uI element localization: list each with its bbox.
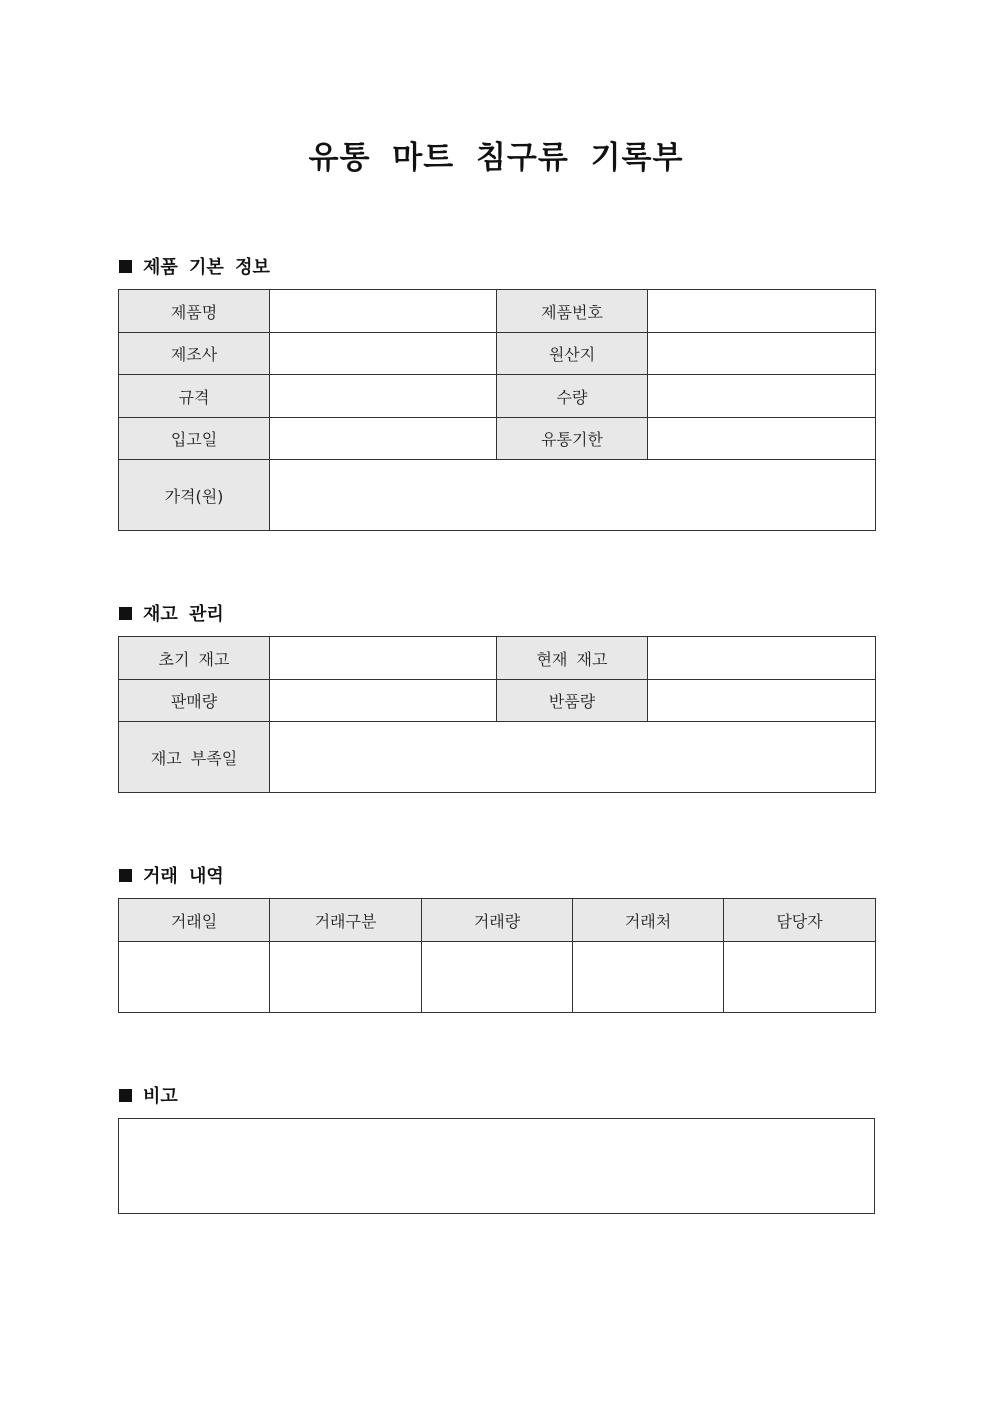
product-name-field[interactable] [270, 290, 497, 333]
table-row [119, 333, 876, 375]
column-header-manager: 담당자 [724, 899, 876, 942]
table-row [119, 680, 876, 722]
section-heading-inventory [119, 600, 224, 626]
quantity-field[interactable] [648, 375, 876, 418]
column-header-partner: 거래처 [573, 899, 724, 942]
page-title: 유통 마트 침구류 기록부 [308, 140, 684, 176]
section-heading-text: 비고 [143, 1086, 178, 1107]
basic-info-table [118, 289, 876, 531]
section-heading-basic [119, 253, 270, 279]
column-header-date: 거래일 [119, 899, 270, 942]
price-field[interactable] [270, 460, 876, 531]
expiry-date-field[interactable] [648, 418, 876, 460]
returns-volume-field[interactable] [648, 680, 876, 722]
section-heading-remarks [119, 1082, 178, 1108]
quantity-label: 수량 [497, 375, 648, 418]
origin-field[interactable] [648, 333, 876, 375]
sales-volume-field[interactable] [270, 680, 497, 722]
square-bullet-icon [119, 260, 132, 273]
square-bullet-icon [119, 607, 132, 620]
table-row [119, 375, 876, 418]
table-row [119, 460, 876, 531]
received-date-label: 입고일 [119, 418, 270, 460]
table-row [119, 722, 876, 793]
expiry-date-label: 유통기한 [497, 418, 648, 460]
table-row [119, 290, 876, 333]
table-row [119, 942, 876, 1013]
section-heading-text: 제품 기본 정보 [143, 257, 270, 278]
origin-label: 원산지 [497, 333, 648, 375]
manufacturer-field[interactable] [270, 333, 497, 375]
table-row [119, 418, 876, 460]
stock-shortage-date-label: 재고 부족일 [119, 722, 270, 793]
section-heading-transactions [119, 862, 224, 888]
square-bullet-icon [119, 1089, 132, 1102]
transactions-table [118, 898, 876, 1013]
section-heading-text: 재고 관리 [143, 604, 224, 625]
table-row [119, 637, 876, 680]
received-date-field[interactable] [270, 418, 497, 460]
section-heading-text: 거래 내역 [143, 866, 224, 887]
transaction-date-cell[interactable] [119, 942, 270, 1013]
square-bullet-icon [119, 869, 132, 882]
transaction-type-cell[interactable] [270, 942, 422, 1013]
product-number-field[interactable] [648, 290, 876, 333]
manufacturer-label: 제조사 [119, 333, 270, 375]
returns-volume-label: 반품량 [497, 680, 648, 722]
spec-field[interactable] [270, 375, 497, 418]
transaction-manager-cell[interactable] [724, 942, 876, 1013]
product-number-label: 제품번호 [497, 290, 648, 333]
initial-stock-label: 초기 재고 [119, 637, 270, 680]
inventory-table [118, 636, 876, 793]
table-header-row [119, 899, 876, 942]
current-stock-label: 현재 재고 [497, 637, 648, 680]
remarks-box[interactable] [118, 1118, 875, 1214]
column-header-amount: 거래량 [422, 899, 573, 942]
price-label: 가격(원) [119, 460, 270, 531]
stock-shortage-date-field[interactable] [270, 722, 876, 793]
product-name-label: 제품명 [119, 290, 270, 333]
transaction-partner-cell[interactable] [573, 942, 724, 1013]
current-stock-field[interactable] [648, 637, 876, 680]
column-header-type: 거래구분 [270, 899, 422, 942]
transaction-amount-cell[interactable] [422, 942, 573, 1013]
spec-label: 규격 [119, 375, 270, 418]
sales-volume-label: 판매량 [119, 680, 270, 722]
initial-stock-field[interactable] [270, 637, 497, 680]
